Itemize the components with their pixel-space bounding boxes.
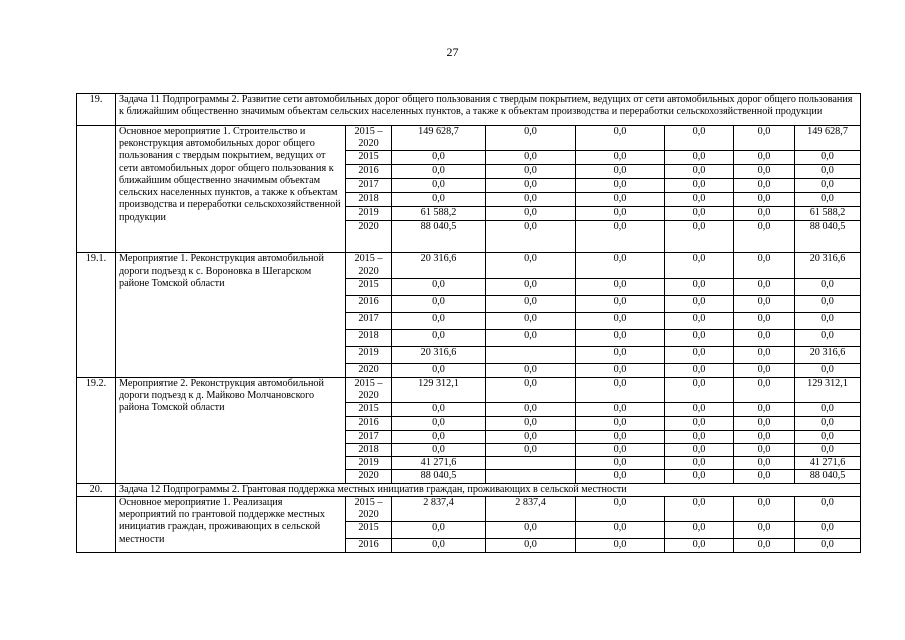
value-cell: 0,0 xyxy=(392,430,486,443)
value-cell: 0,0 xyxy=(734,193,795,207)
value-cell: 0,0 xyxy=(392,165,486,179)
year-cell: 2016 xyxy=(346,417,392,430)
value-cell: 0,0 xyxy=(576,329,665,346)
value-cell: 0,0 xyxy=(795,443,861,456)
value-cell: 41 271,6 xyxy=(795,457,861,470)
value-cell: 0,0 xyxy=(665,295,734,312)
table-row xyxy=(77,377,861,402)
year-cell: 2020 xyxy=(346,470,392,483)
value-cell: 0,0 xyxy=(665,403,734,417)
value-cell: 0,0 xyxy=(576,207,665,221)
value-cell: 20 316,6 xyxy=(795,253,861,278)
value-cell: 0,0 xyxy=(486,295,576,312)
value-cell: 0,0 xyxy=(665,496,734,521)
value-cell: 0,0 xyxy=(576,165,665,179)
task-title-row xyxy=(77,94,861,126)
year-cell: 2016 xyxy=(346,165,392,179)
value-cell: 0,0 xyxy=(795,363,861,377)
value-cell: 0,0 xyxy=(392,522,486,539)
value-cell: 0,0 xyxy=(486,417,576,430)
value-cell: 0,0 xyxy=(392,417,486,430)
value-cell: 0,0 xyxy=(795,539,861,553)
value-cell: 0,0 xyxy=(392,443,486,456)
value-cell: 0,0 xyxy=(576,377,665,402)
row-number: 19.2. xyxy=(77,377,116,483)
table-row xyxy=(77,126,861,151)
year-cell: 2017 xyxy=(346,312,392,329)
value-cell: 61 588,2 xyxy=(795,207,861,221)
value-cell: 0,0 xyxy=(734,522,795,539)
value-cell: 0,0 xyxy=(665,346,734,363)
page-number: 27 xyxy=(446,45,459,59)
value-cell: 0,0 xyxy=(576,363,665,377)
value-cell: 149 628,7 xyxy=(795,126,861,151)
value-cell: 0,0 xyxy=(486,253,576,278)
value-cell: 0,0 xyxy=(576,457,665,470)
value-cell: 0,0 xyxy=(576,346,665,363)
value-cell: 0,0 xyxy=(795,179,861,193)
year-cell: 2015 – 2020 xyxy=(346,253,392,278)
value-cell: 0,0 xyxy=(795,295,861,312)
value-cell: 0,0 xyxy=(665,193,734,207)
value-cell: 0,0 xyxy=(734,457,795,470)
value-cell: 0,0 xyxy=(795,193,861,207)
value-cell: 2 837,4 xyxy=(392,496,486,521)
year-cell: 2019 xyxy=(346,457,392,470)
budget-table xyxy=(76,93,861,553)
value-cell: 0,0 xyxy=(486,126,576,151)
row-number: 20. xyxy=(77,483,116,496)
value-cell: 0,0 xyxy=(665,443,734,456)
value-cell: 0,0 xyxy=(734,151,795,165)
measure-description: Мероприятие 2. Реконструкция автомобильной дороги подъезд к д. Майково Молчановского района Томской области xyxy=(116,377,346,483)
value-cell: 0,0 xyxy=(576,151,665,165)
value-cell: 2 837,4 xyxy=(486,496,576,521)
value-cell: 0,0 xyxy=(734,539,795,553)
value-cell: 20 316,6 xyxy=(392,253,486,278)
value-cell: 0,0 xyxy=(576,221,665,253)
value-cell: 0,0 xyxy=(576,522,665,539)
value-cell: 0,0 xyxy=(795,151,861,165)
value-cell: 0,0 xyxy=(665,126,734,151)
value-cell xyxy=(486,470,576,483)
value-cell: 0,0 xyxy=(795,278,861,295)
value-cell: 0,0 xyxy=(486,278,576,295)
value-cell: 0,0 xyxy=(576,539,665,553)
value-cell: 0,0 xyxy=(665,221,734,253)
value-cell: 88 040,5 xyxy=(795,221,861,253)
value-cell: 0,0 xyxy=(665,377,734,402)
value-cell: 0,0 xyxy=(392,193,486,207)
year-cell: 2016 xyxy=(346,539,392,553)
value-cell: 0,0 xyxy=(795,165,861,179)
value-cell: 0,0 xyxy=(576,253,665,278)
value-cell: 61 588,2 xyxy=(392,207,486,221)
value-cell: 0,0 xyxy=(576,278,665,295)
value-cell: 0,0 xyxy=(392,312,486,329)
measure-description: Основное мероприятие 1. Строительство и реконструкция автомобильных дорог общего пользования с твердым покрытием, ведущих от сети автомобильных дорог общего пользования к ближайшим общественно значимым объектам сельских населенных пунктов, а также к объектам производства и переработки сельскохозяйственной продукции xyxy=(116,126,346,253)
table-row xyxy=(77,496,861,521)
value-cell: 0,0 xyxy=(576,403,665,417)
year-cell: 2019 xyxy=(346,207,392,221)
year-cell: 2015 xyxy=(346,278,392,295)
value-cell: 0,0 xyxy=(576,295,665,312)
value-cell: 0,0 xyxy=(486,522,576,539)
year-cell: 2018 xyxy=(346,443,392,456)
value-cell: 0,0 xyxy=(392,278,486,295)
value-cell: 88 040,5 xyxy=(392,221,486,253)
value-cell: 0,0 xyxy=(576,312,665,329)
value-cell: 0,0 xyxy=(486,179,576,193)
value-cell: 0,0 xyxy=(392,151,486,165)
value-cell: 0,0 xyxy=(665,165,734,179)
year-cell: 2018 xyxy=(346,193,392,207)
value-cell: 0,0 xyxy=(734,443,795,456)
value-cell: 20 316,6 xyxy=(392,346,486,363)
value-cell: 129 312,1 xyxy=(795,377,861,402)
value-cell: 0,0 xyxy=(576,470,665,483)
row-number xyxy=(77,496,116,552)
table-row xyxy=(77,253,861,278)
value-cell: 0,0 xyxy=(795,430,861,443)
value-cell: 0,0 xyxy=(486,430,576,443)
value-cell: 0,0 xyxy=(576,193,665,207)
value-cell: 0,0 xyxy=(665,207,734,221)
value-cell: 0,0 xyxy=(734,377,795,402)
value-cell xyxy=(486,457,576,470)
value-cell: 0,0 xyxy=(486,443,576,456)
value-cell: 0,0 xyxy=(734,126,795,151)
measure-description: Основное мероприятие 1. Реализация мероприятий по грантовой поддержке местных инициатив граждан, проживающих в сельской местности xyxy=(116,496,346,552)
task-title: Задача 11 Подпрограммы 2. Развитие сети автомобильных дорог общего пользования с твердым покрытием, ведущих от сети автомобильных дорог общего пользования к ближайшим общественно значимым объектам сельских населенных пунктов, а также к объектам производства и переработки сельскохозяйственной продукции xyxy=(116,94,861,126)
value-cell xyxy=(486,346,576,363)
year-cell: 2020 xyxy=(346,221,392,253)
value-cell: 0,0 xyxy=(734,403,795,417)
value-cell: 0,0 xyxy=(734,329,795,346)
value-cell: 0,0 xyxy=(486,377,576,402)
value-cell: 0,0 xyxy=(392,539,486,553)
value-cell: 0,0 xyxy=(734,179,795,193)
year-cell: 2018 xyxy=(346,329,392,346)
value-cell: 129 312,1 xyxy=(392,377,486,402)
year-cell: 2020 xyxy=(346,363,392,377)
value-cell: 0,0 xyxy=(665,522,734,539)
value-cell: 0,0 xyxy=(392,179,486,193)
value-cell: 0,0 xyxy=(795,522,861,539)
value-cell: 0,0 xyxy=(734,496,795,521)
value-cell: 0,0 xyxy=(665,417,734,430)
value-cell: 0,0 xyxy=(486,403,576,417)
year-cell: 2016 xyxy=(346,295,392,312)
value-cell: 0,0 xyxy=(795,329,861,346)
row-number: 19. xyxy=(77,94,116,126)
value-cell: 0,0 xyxy=(665,312,734,329)
value-cell: 0,0 xyxy=(486,165,576,179)
value-cell: 0,0 xyxy=(665,151,734,165)
value-cell: 0,0 xyxy=(734,470,795,483)
value-cell: 0,0 xyxy=(665,470,734,483)
value-cell: 0,0 xyxy=(734,207,795,221)
value-cell: 0,0 xyxy=(576,496,665,521)
value-cell: 88 040,5 xyxy=(795,470,861,483)
value-cell: 0,0 xyxy=(665,457,734,470)
row-number xyxy=(77,126,116,253)
value-cell: 0,0 xyxy=(665,329,734,346)
year-cell: 2015 – 2020 xyxy=(346,126,392,151)
value-cell: 0,0 xyxy=(576,430,665,443)
year-cell: 2015 – 2020 xyxy=(346,377,392,402)
value-cell: 0,0 xyxy=(486,221,576,253)
value-cell: 0,0 xyxy=(734,295,795,312)
value-cell: 0,0 xyxy=(665,179,734,193)
value-cell: 0,0 xyxy=(486,207,576,221)
value-cell: 0,0 xyxy=(392,329,486,346)
value-cell: 0,0 xyxy=(576,179,665,193)
value-cell: 0,0 xyxy=(734,253,795,278)
year-cell: 2015 – 2020 xyxy=(346,496,392,521)
year-cell: 2017 xyxy=(346,430,392,443)
task-title-row xyxy=(77,483,861,496)
value-cell: 0,0 xyxy=(734,430,795,443)
value-cell: 0,0 xyxy=(486,193,576,207)
value-cell: 88 040,5 xyxy=(392,470,486,483)
value-cell: 0,0 xyxy=(795,403,861,417)
value-cell: 0,0 xyxy=(486,312,576,329)
value-cell: 20 316,6 xyxy=(795,346,861,363)
value-cell: 0,0 xyxy=(486,363,576,377)
value-cell: 0,0 xyxy=(734,165,795,179)
year-cell: 2015 xyxy=(346,403,392,417)
row-number: 19.1. xyxy=(77,253,116,377)
value-cell: 41 271,6 xyxy=(392,457,486,470)
year-cell: 2019 xyxy=(346,346,392,363)
value-cell: 0,0 xyxy=(392,363,486,377)
value-cell: 0,0 xyxy=(665,363,734,377)
value-cell: 0,0 xyxy=(734,312,795,329)
value-cell: 0,0 xyxy=(795,417,861,430)
value-cell: 0,0 xyxy=(665,278,734,295)
value-cell: 0,0 xyxy=(576,417,665,430)
value-cell: 0,0 xyxy=(795,312,861,329)
value-cell: 0,0 xyxy=(734,346,795,363)
year-cell: 2015 xyxy=(346,522,392,539)
value-cell: 149 628,7 xyxy=(392,126,486,151)
value-cell: 0,0 xyxy=(392,403,486,417)
value-cell: 0,0 xyxy=(486,151,576,165)
value-cell: 0,0 xyxy=(665,253,734,278)
value-cell: 0,0 xyxy=(795,496,861,521)
value-cell: 0,0 xyxy=(734,417,795,430)
value-cell: 0,0 xyxy=(576,126,665,151)
value-cell: 0,0 xyxy=(734,278,795,295)
measure-description: Мероприятие 1. Реконструкция автомобильной дороги подъезд к с. Вороновка в Шегарском районе Томской области xyxy=(116,253,346,377)
value-cell: 0,0 xyxy=(734,221,795,253)
value-cell: 0,0 xyxy=(392,295,486,312)
value-cell: 0,0 xyxy=(486,329,576,346)
year-cell: 2017 xyxy=(346,179,392,193)
value-cell: 0,0 xyxy=(576,443,665,456)
value-cell: 0,0 xyxy=(665,430,734,443)
year-cell: 2015 xyxy=(346,151,392,165)
value-cell: 0,0 xyxy=(486,539,576,553)
task-title: Задача 12 Подпрограммы 2. Грантовая поддержка местных инициатив граждан, проживающих в сельской местности xyxy=(116,483,861,496)
value-cell: 0,0 xyxy=(734,363,795,377)
value-cell: 0,0 xyxy=(665,539,734,553)
